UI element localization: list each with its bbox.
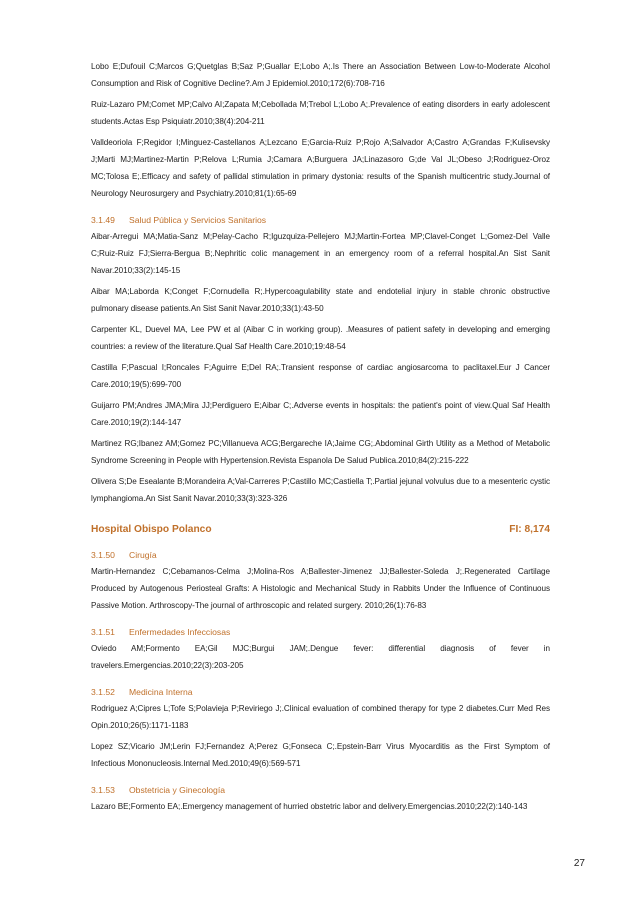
section-number: 3.1.50 [91, 550, 115, 560]
reference-item: Rodriguez A;Cipres L;Tofe S;Polavieja P;Reviriego J;.Clinical evaluation of combined therapy for type 2 diabetes.Curr Med Res Opin.2010;26(5):1171-1183 [91, 704, 550, 730]
reference-item: Martinez RG;Ibanez AM;Gomez PC;Villanueva ACG;Bergareche IA;Jaime CG;.Abdominal Girth Utility as a Method of Metabolic Syndrome Screening in People with Hypertension.Revista Espanola De Salud Publica.2010;84(2):215-222 [91, 439, 550, 465]
section-number: 3.1.53 [91, 785, 115, 795]
section-title: Salud Pública y Servicios Sanitarios [129, 215, 267, 225]
section-heading [91, 549, 550, 561]
section-title: Medicina Interna [129, 687, 193, 697]
reference-item: Carpenter KL, Duevel MA, Lee PW et al (Aibar C in working group). .Measures of patient safety in developing and emerging countries: a review of the literature.Qual Saf Health Care.2010;19:48-54 [91, 325, 550, 351]
section-number: 3.1.49 [91, 215, 115, 225]
reference-item: Castilla F;Pascual I;Roncales F;Aguirre E;Del RA;.Transient response of cardiac angiosarcoma to paclitaxel.Eur J Cancer Care.2010;19(5):699-700 [91, 363, 550, 389]
section-heading [91, 214, 550, 226]
section-title: Cirugía [129, 550, 157, 560]
reference-item: Aibar MA;Laborda K;Conget F;Cornudella R;.Hypercoagulability state and endotelial injury in stable chronic obstructive pulmonary disease patients.An Sist Sanit Navar.2010;33(1):43-50 [91, 287, 550, 313]
reference-item: Olivera S;De Esealante B;Morandeira A;Val-Carreres P;Castillo MC;Castiella T;.Partial jejunal volvulus due to a mesenteric cystic lymphangioma.An Sist Sanit Navar.2010;33(3):323-326 [91, 477, 550, 503]
reference-item: Valldeoriola F;Regidor I;Minguez-Castellanos A;Lezcano E;Garcia-Ruiz P;Rojo A;Salvador A;Castro A;Grandas F;Kulisevsky J;Marti MJ;Martinez-Martin P;Relova L;Rumia J;Camara A;Burguera JA;Linazasoro G;de Val JL;Obeso J;Rodriguez-Oroz MC;Tolosa E;.Efficacy and safety of pallidal stimulation in primary dystonia: results of the Spanish multicentric study.Journal of Neurology Neurosurgery and Psychiatry.2010;81(1):65-69 [91, 138, 550, 198]
section-number: 3.1.51 [91, 627, 115, 637]
section-number: 3.1.52 [91, 687, 115, 697]
reference-item: Oviedo AM;Formento EA;Gil MJC;Burgui JAM;.Dengue fever: differential diagnosis of fever in travelers.Emergencias.2010;22(3):203-205 [91, 644, 550, 670]
hospital-name: Hospital Obispo Polanco [91, 524, 212, 535]
reference-item: Guijarro PM;Andres JMA;Mira JJ;Perdiguero E;Aibar C;.Adverse events in hospitals: the patient's point of view.Qual Saf Health Care.2010;19(2):144-147 [91, 401, 550, 427]
page-content [91, 58, 550, 819]
section-heading [91, 626, 550, 638]
impact-factor: FI: 8,174 [509, 524, 550, 535]
reference-item: Martin-Hernandez C;Cebamanos-Celma J;Molina-Ros A;Ballester-Jimenez JJ;Ballester-Soleda J;.Regenerated Cartilage Produced by Autogenous Periosteal Grafts: A Histologic and Mechanical Study in Rabbits Under the Influence of Continuous Passive Motion. Arthroscopy-The journal of arthroscopic and related surgery. 2010;26(1):76-83 [91, 567, 550, 610]
reference-item: Lazaro BE;Formento EA;.Emergency management of hurried obstetric labor and delivery.Emergencias.2010;22(2):140-143 [91, 802, 528, 811]
section-heading [91, 784, 550, 796]
reference-item: Lopez SZ;Vicario JM;Lerin FJ;Fernandez A;Perez G;Fonseca C;.Epstein-Barr Virus Myocarditis as the First Symptom of Infectious Mononucleosis.Internal Med.2010;49(6):569-571 [91, 742, 550, 768]
section-title: Obstetricia y Ginecología [129, 785, 226, 795]
hospital-heading [91, 523, 550, 537]
section-heading [91, 686, 550, 698]
page-number: 27 [573, 858, 585, 869]
section-title: Enfermedades Infecciosas [129, 627, 231, 637]
reference-item: Aibar-Arregui MA;Matia-Sanz M;Pelay-Cacho R;Iguzquiza-Pellejero MJ;Martin-Fortea MP;Clavel-Conget L;Gomez-Del Valle C;Ruiz-Ruiz FJ;Sierra-Bergua B;.Nephritic colic management in an emergency room of a referral hospital.An Sist Sanit Navar.2010;33(2):145-15 [91, 232, 550, 275]
reference-item: Lobo E;Dufouil C;Marcos G;Quetglas B;Saz P;Guallar E;Lobo A;.Is There an Association Between Low-to-Moderate Alcohol Consumption and Risk of Cognitive Decline?.Am J Epidemiol.2010;172(6):708-716 [91, 62, 550, 88]
reference-item: Ruiz-Lazaro PM;Comet MP;Calvo AI;Zapata M;Cebollada M;Trebol L;Lobo A;.Prevalence of eating disorders in early adolescent students.Actas Esp Psiquiatr.2010;38(4):204-211 [91, 100, 550, 126]
